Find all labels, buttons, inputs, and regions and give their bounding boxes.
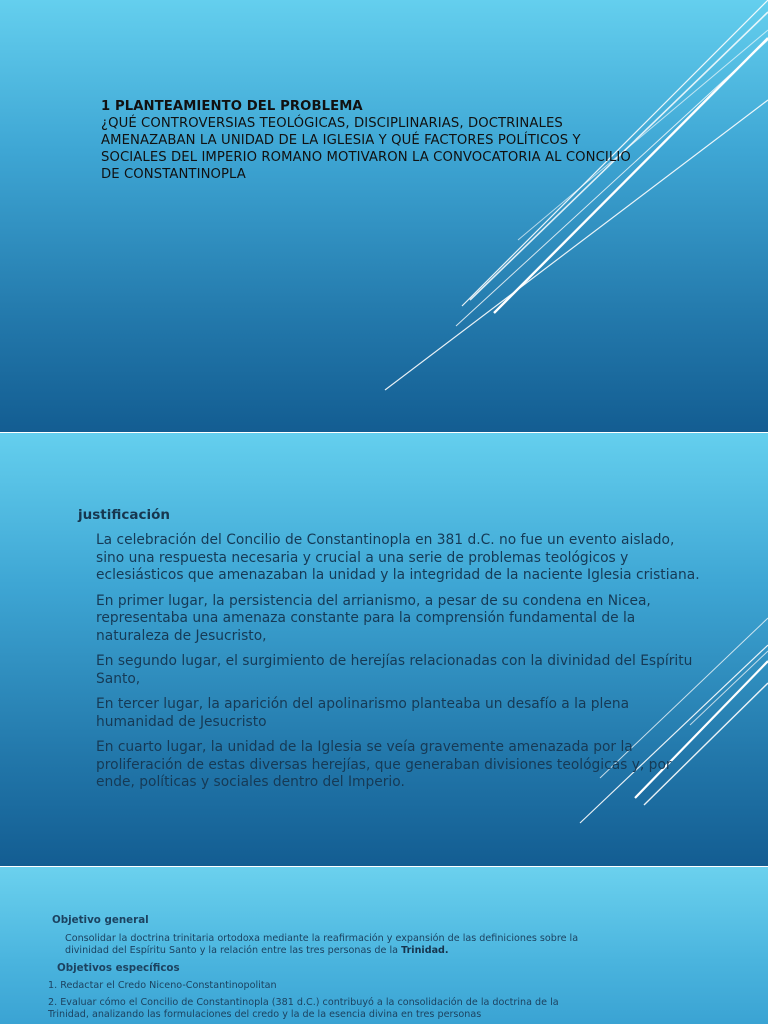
specific-objective-item: 1. Redactar el Credo Niceno-Constantinopolitan — [48, 980, 277, 991]
list-item-text: En segundo lugar, el surgimiento de herejías relacionadas con la divinidad del Espíritu Santo, — [96, 653, 693, 687]
specific-objective-item: 2. Evaluar cómo el Concilio de Constantinopla (381 d.C.) contribuyó a la consolidación de la doctrina de la Trinidad, analizando las formulaciones del credo y la de la esencia divina en tres personas — [48, 997, 559, 1020]
list-item-text: En tercer lugar, la aparición del apolinarismo planteaba un desafío a la plena humanidad de Jesucristo — [96, 696, 630, 730]
problem-title-block — [101, 98, 641, 183]
problem-question: ¿QUÉ CONTROVERSIAS TEOLÓGICAS, DISCIPLINARIAS, DOCTRINALES AMENAZABAN LA UNIDAD DE LA IGLESIA Y QUÉ FACTORES POLÍTICOS Y SOCIALES DEL IMPERIO ROMANO MOTIVARON LA CONVOCATORIA AL CONCILIO DE CONSTANTINOPLA — [101, 116, 631, 182]
slide-objectives — [0, 867, 768, 1024]
list-item — [76, 653, 704, 688]
general-objective-text: Consolidar la doctrina trinitaria ortodoxa mediante la reafirmación y expansión de las definiciones sobre la divinidad del Espíritu Santo y la relación entre las tres personas de la Trinidad. — [65, 933, 579, 956]
slide-justification — [0, 433, 768, 866]
specific-objectives-heading: Objetivos específicos — [57, 962, 180, 974]
list-item-text: La celebración del Concilio de Constantinopla en 381 d.C. no fue un evento aislado, sino una respuesta necesaria y crucial a una serie de problemas teológicos y eclesiásticos que amenazaban la unidad y la integridad de la naciente Iglesia cristiana. — [96, 532, 700, 583]
slide-problem — [0, 0, 768, 432]
justification-list — [76, 532, 704, 800]
justification-heading: justificación — [78, 507, 170, 523]
list-item — [76, 696, 704, 731]
problem-title: 1 PLANTEAMIENTO DEL PROBLEMA — [101, 99, 363, 114]
general-objective-heading: Objetivo general — [52, 914, 149, 926]
list-item-text: En primer lugar, la persistencia del arrianismo, a pesar de su condena en Nicea, representaba una amenaza constante para la comprensión fundamental de la naturaleza de Jesucristo, — [96, 592, 651, 644]
list-item-text: En cuarto lugar, la unidad de la Iglesia se veía gravemente amenazada por la proliferación de estas diversas herejías, que generaban divisiones teológicas y, por ende, políticas y sociales dentro del Imperio. — [96, 739, 672, 790]
list-item — [76, 739, 704, 792]
diagonal-lines-decoration — [0, 0, 768, 432]
list-item — [76, 532, 704, 585]
list-item — [76, 593, 704, 646]
